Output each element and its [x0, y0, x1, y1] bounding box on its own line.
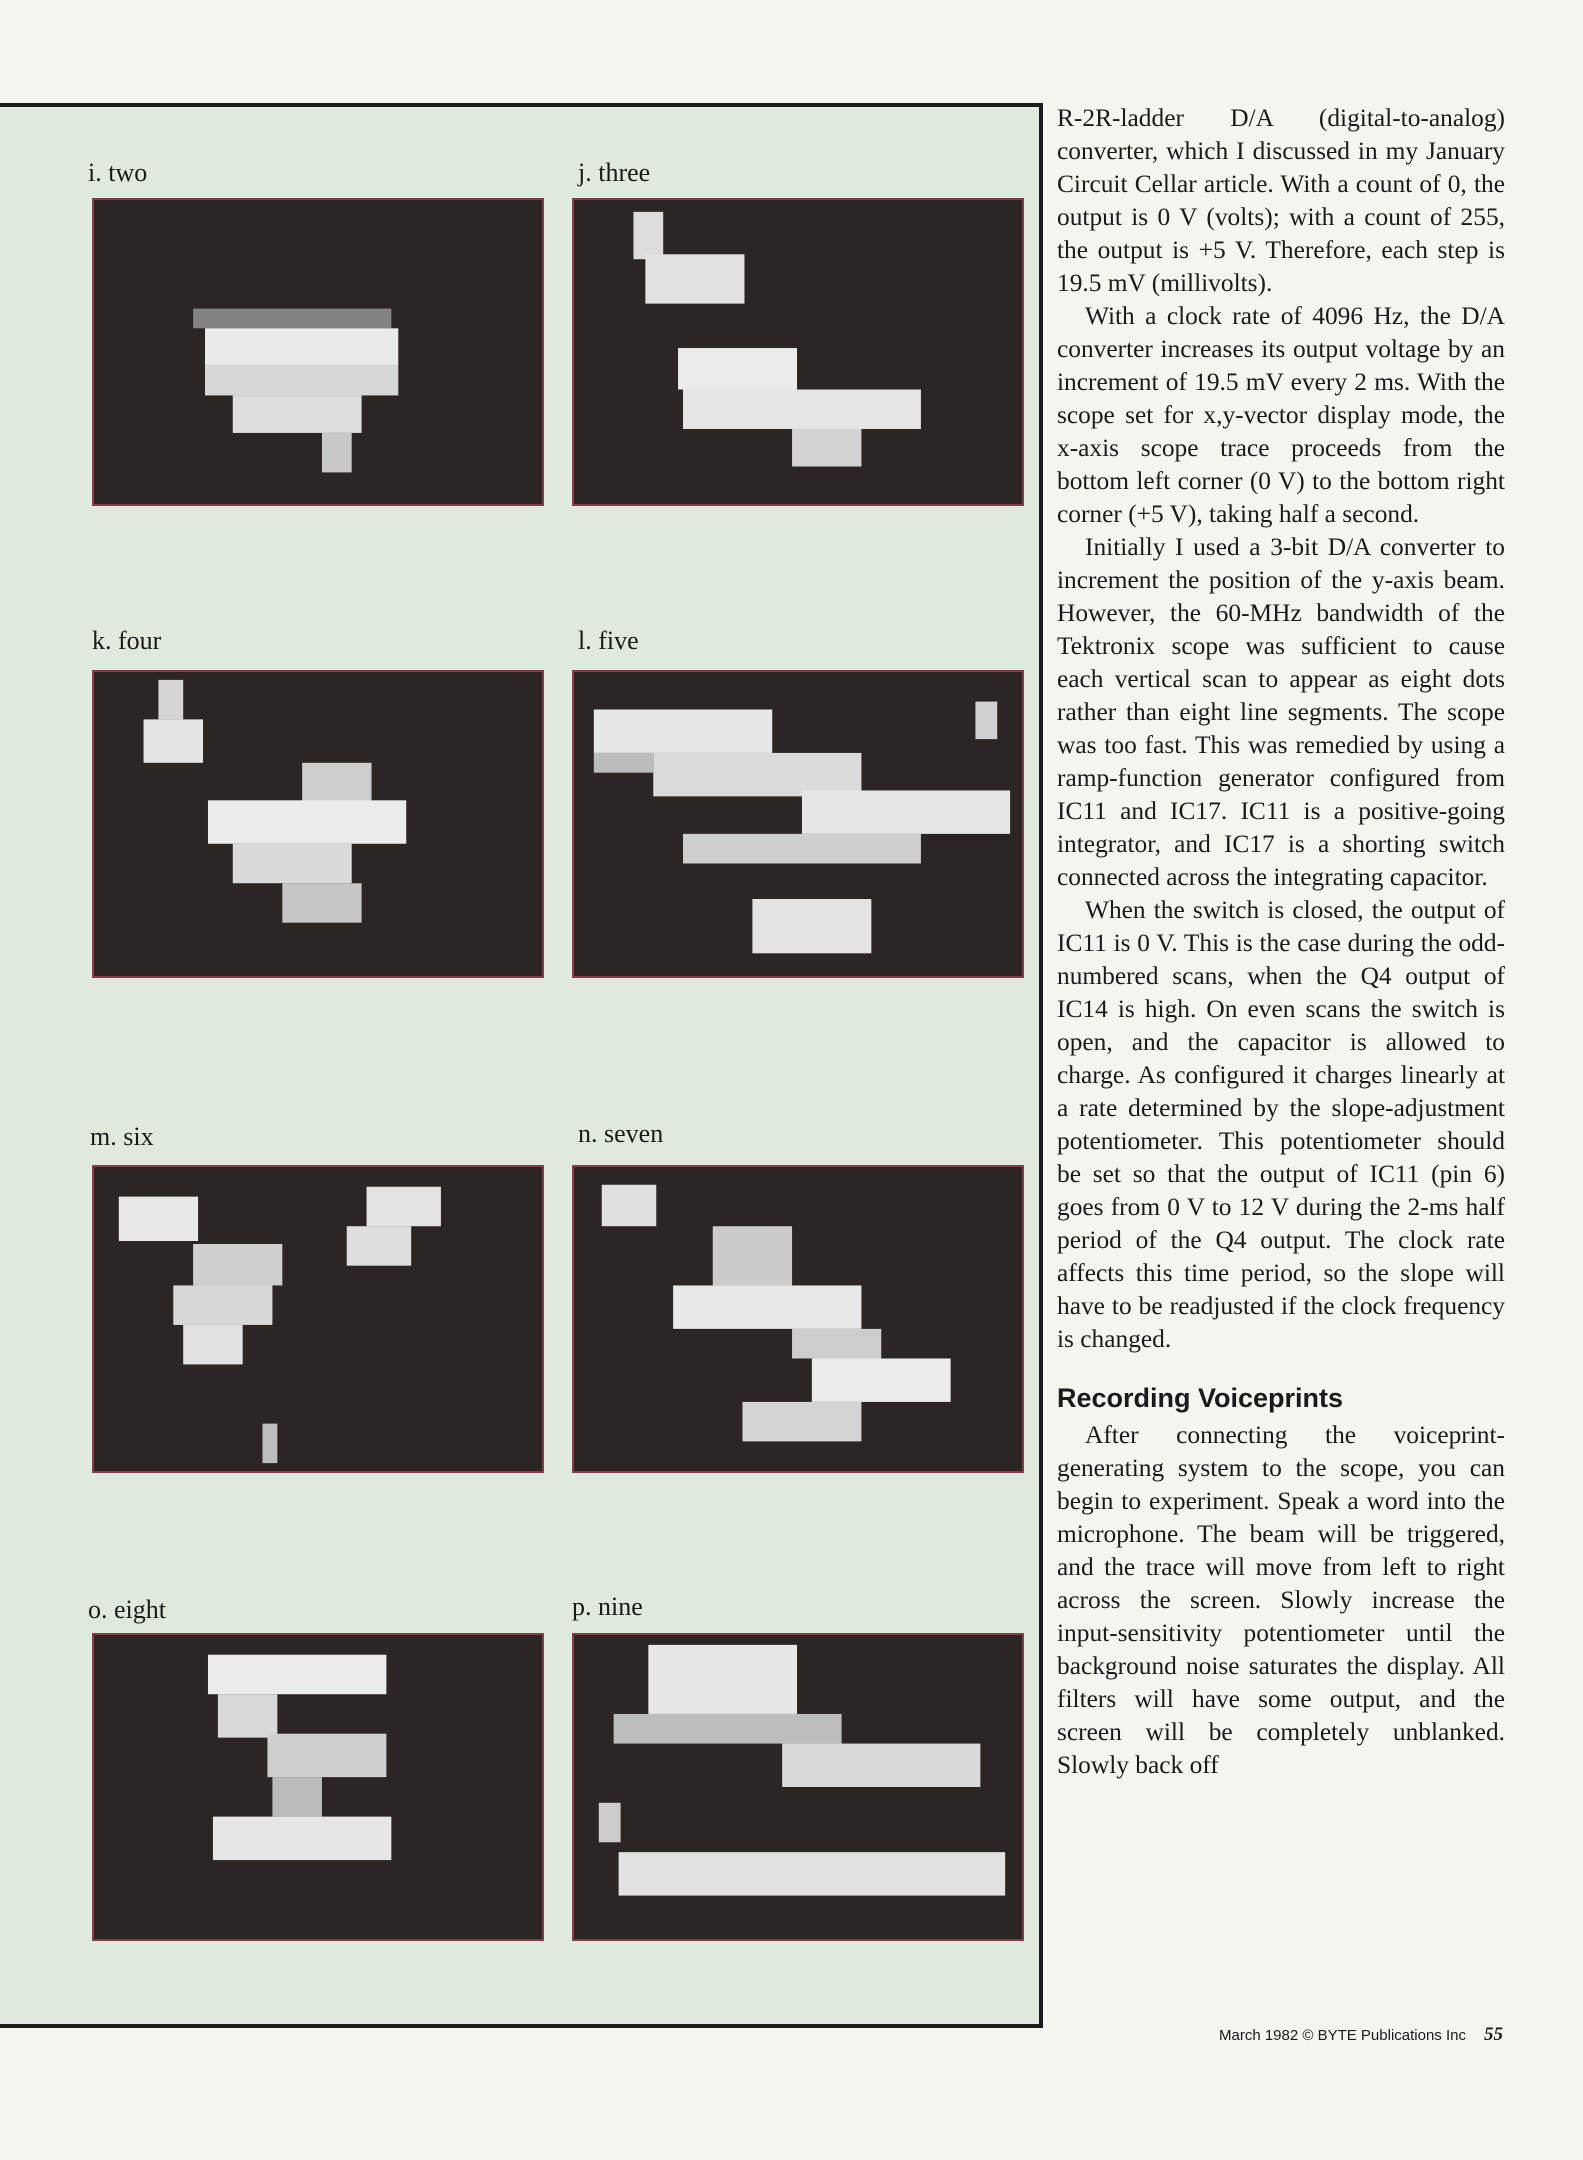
voiceprint-five — [572, 670, 1024, 978]
article-paragraph: Initially I used a 3-bit D/A converter to increment the position of the y-axis beam. However, the 60-MHz bandwidth of the Tektronix scope was sufficient to cause each vertical scan to appear as eight dots rather than eight line segments. The scope was too fast. This was remedied by using a ramp-function generator configured from IC11 and IC17. IC11 is a positive-going integrator, and IC17 is a shorting switch connected across the integrating capacitor. — [1057, 533, 1505, 891]
voiceprint-seven — [572, 1165, 1024, 1473]
figure-caption-two: i. two — [88, 158, 148, 187]
voiceprint-nine — [572, 1633, 1024, 1941]
article-paragraph: With a clock rate of 4096 Hz, the D/A converter increases its output voltage by an increment of 19.5 mV every 2 ms. With the scope set for x,y-vector display mode, the x-axis scope trace proceeds from the bottom left corner (0 V) to the bottom right corner (+5 V), taking half a second. — [1057, 302, 1505, 528]
figure-caption-four: k. four — [92, 626, 162, 655]
article-text-column — [1057, 102, 1505, 1782]
article-paragraph: When the switch is closed, the output of IC11 is 0 V. This is the case during the odd-numbered scans, when the Q4 output of IC14 is high. On even scans the switch is open, and the capacitor is allowed to charge. As configured it charges linearly at a rate determined by the slope-adjustment potentiometer. This potentiometer should be set so that the output of IC11 (pin 6) goes from 0 V to 12 V during the 2-ms half period of the Q4 output. The clock rate affects this time period, so the slope will have to be readjusted if the clock frequency is changed. — [1057, 896, 1505, 1353]
voiceprint-four — [92, 670, 544, 978]
issue-text: March 1982 © BYTE Publications Inc — [1218, 2027, 1466, 2044]
voiceprint-three — [572, 198, 1024, 506]
figure-caption-five: l. five — [578, 626, 639, 655]
figure-caption-three: j. three — [578, 158, 651, 187]
figure-caption-eight: o. eight — [88, 1595, 166, 1624]
figure-caption-nine: p. nine — [572, 1592, 643, 1621]
page-number: 55 — [1484, 2024, 1503, 2045]
article-paragraph: R-2R-ladder D/A (digital-to-analog) converter, which I discussed in my January Circuit Cellar article. With a count of 0, the output is 0 V (volts); with a count of 255, the output is +5 V. Therefore, each step is 19.5 mV (millivolts). — [1057, 104, 1505, 297]
figure-caption-seven: n. seven — [578, 1119, 664, 1148]
voiceprint-eight — [92, 1633, 544, 1941]
section-heading: Recording Voiceprints — [1057, 1383, 1344, 1413]
voiceprint-six — [92, 1165, 544, 1473]
figure-caption-six: m. six — [90, 1122, 154, 1151]
page-footer — [1219, 2024, 1503, 2046]
voiceprint-two — [92, 198, 544, 506]
article-paragraph: After connecting the voiceprint-generating system to the scope, you can begin to experiment. Speak a word into the microphone. The beam will be triggered, and the trace will move from left to right across the screen. Slowly increase the input-sensitivity potentiometer until the background noise saturates the display. All filters will have some output, and the screen will be completely unblanked. Slowly back off — [1057, 1421, 1505, 1779]
